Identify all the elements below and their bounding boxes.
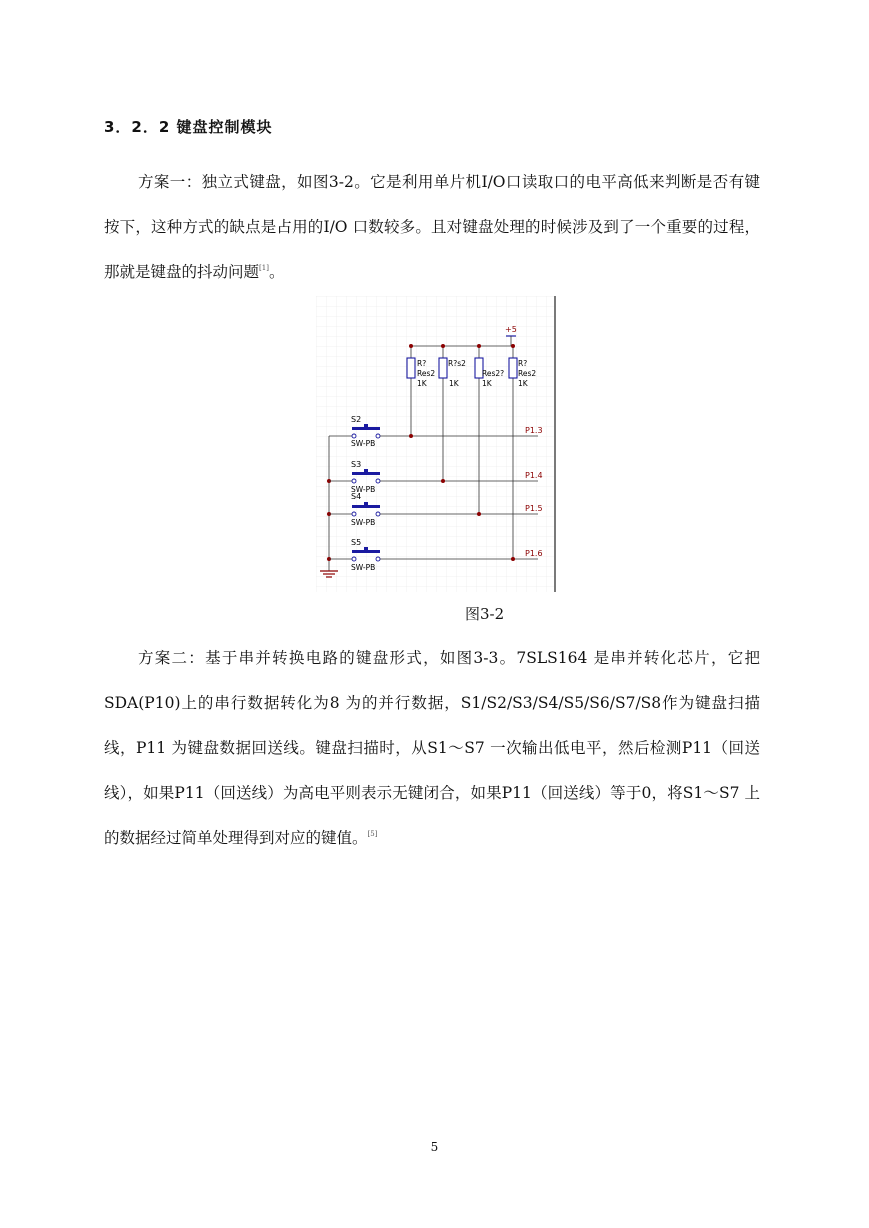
svg-text:1K: 1K (518, 379, 528, 388)
page-number: 5 (430, 1140, 439, 1154)
paragraph-tail: 。 (268, 263, 285, 281)
svg-text:SW-PB: SW-PB (351, 439, 376, 448)
svg-text:Res2: Res2 (417, 369, 436, 378)
svg-text:S4: S4 (351, 492, 362, 501)
svg-text:S5: S5 (351, 538, 362, 547)
citation-ref: [1] (259, 264, 269, 272)
svg-text:R?: R? (518, 359, 528, 368)
section-heading: 3．2．2 键盘控制模块 (104, 118, 273, 136)
paragraph-scheme-two (104, 636, 760, 861)
svg-text:S2: S2 (351, 415, 362, 424)
paragraph-scheme-one (104, 160, 760, 295)
svg-text:R?: R? (417, 359, 427, 368)
svg-text:Res2?: Res2? (482, 369, 505, 378)
svg-text:P1.3: P1.3 (525, 426, 543, 435)
svg-text:P1.5: P1.5 (525, 504, 543, 513)
svg-text:R?s2: R?s2 (448, 359, 466, 368)
paragraph-text: 方案二：基于串并转换电路的键盘形式，如图3-3。7SLS164 是串并转化芯片，它把SDA(P10)上的串行数据转化为8 为的并行数据，S1/S2/S3/S4/S5/S6/S7/S8作为键盘扫描线，P11 为键盘数据回送线。键盘扫描时，从S1～S7 一次输出低电平，然后检测P11（回送线），如果P11（回送线）为高电平则表示无键闭合，如果P11（回送线）等于0，将S1～S7 上的数据经过简单处理得到对应的键值。 (104, 649, 760, 847)
citation-ref: [5] (367, 830, 378, 838)
svg-text:P1.4: P1.4 (525, 471, 543, 480)
svg-text:SW-PB: SW-PB (351, 563, 376, 572)
svg-text:1K: 1K (482, 379, 492, 388)
paragraph-text: 方案一：独立式键盘，如图3-2。它是利用单片机I/O口读取口的电平高低来判断是否有键按下，这种方式的缺点是占用的I/O 口数较多。且对键盘处理的时候涉及到了一个重要的过程，那就是键盘的抖动问题 (104, 173, 760, 281)
svg-text:S3: S3 (351, 460, 362, 469)
svg-text:1K: 1K (449, 379, 459, 388)
svg-text:SW-PB: SW-PB (351, 518, 376, 527)
svg-text:P1.6: P1.6 (525, 549, 543, 558)
svg-text:Res2: Res2 (518, 369, 537, 378)
figure-caption: 图3-2 (465, 605, 505, 623)
svg-text:SW-PB: SW-PB (351, 485, 376, 494)
keyboard-circuit-diagram (316, 296, 558, 592)
svg-text:1K: 1K (417, 379, 427, 388)
supply-label: +5 (505, 325, 517, 334)
